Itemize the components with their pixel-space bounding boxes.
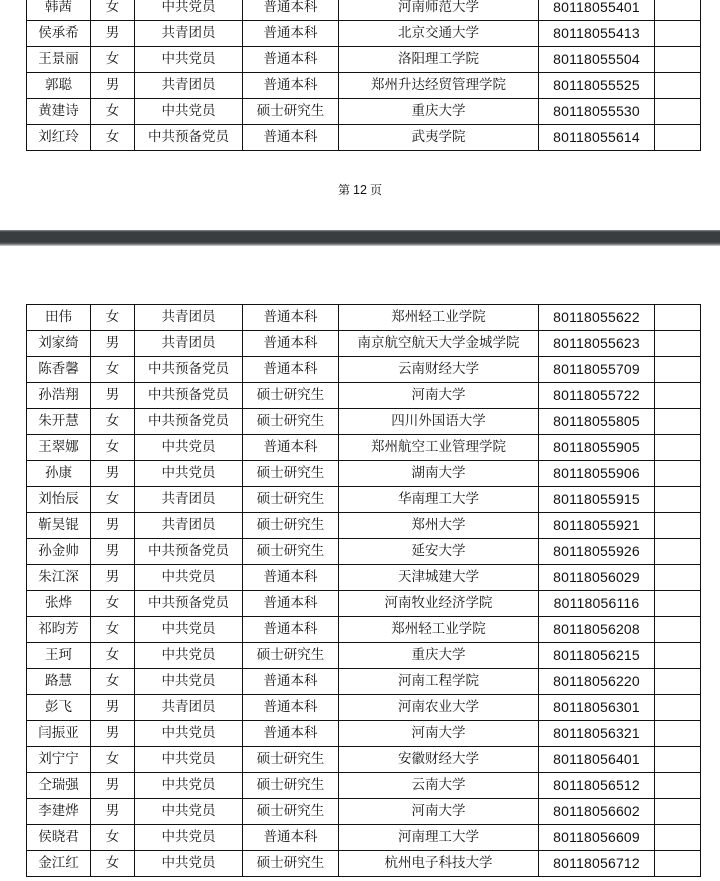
cell-note <box>655 825 701 851</box>
cell-note <box>655 643 701 669</box>
cell-school: 南京航空航天大学金城学院 <box>339 331 539 357</box>
cell-school: 洛阳理工学院 <box>339 47 539 73</box>
cell-political-status: 中共党员 <box>135 565 243 591</box>
cell-education: 硕士研究生 <box>243 747 339 773</box>
cell-note <box>655 21 701 47</box>
cell-gender: 女 <box>91 409 135 435</box>
cell-note <box>655 73 701 99</box>
cell-school: 延安大学 <box>339 539 539 565</box>
table-row <box>27 747 701 773</box>
cell-school: 重庆大学 <box>339 99 539 125</box>
cell-name: 朱开慧 <box>27 409 91 435</box>
roster-table-page-13 <box>26 304 701 877</box>
cell-exam-id: 80118056301 <box>539 695 655 721</box>
cell-political-status: 中共党员 <box>135 643 243 669</box>
cell-political-status: 中共党员 <box>135 617 243 643</box>
table-row <box>27 99 701 125</box>
table-row <box>27 305 701 331</box>
cell-education: 普通本科 <box>243 0 339 21</box>
cell-exam-id: 80118055614 <box>539 125 655 151</box>
cell-note <box>655 0 701 21</box>
cell-name: 孙康 <box>27 461 91 487</box>
cell-gender: 女 <box>91 487 135 513</box>
cell-name: 路慧 <box>27 669 91 695</box>
cell-school: 河南工程学院 <box>339 669 539 695</box>
table-row <box>27 773 701 799</box>
cell-political-status: 中共党员 <box>135 721 243 747</box>
cell-note <box>655 125 701 151</box>
cell-education: 普通本科 <box>243 47 339 73</box>
cell-exam-id: 80118055915 <box>539 487 655 513</box>
cell-education: 普通本科 <box>243 695 339 721</box>
cell-gender: 女 <box>91 47 135 73</box>
cell-name: 朱江深 <box>27 565 91 591</box>
cell-name: 刘红玲 <box>27 125 91 151</box>
cell-education: 硕士研究生 <box>243 773 339 799</box>
cell-school: 华南理工大学 <box>339 487 539 513</box>
cell-exam-id: 80118055921 <box>539 513 655 539</box>
cell-note <box>655 669 701 695</box>
cell-gender: 男 <box>91 73 135 99</box>
cell-name: 金江红 <box>27 851 91 877</box>
table-row <box>27 721 701 747</box>
cell-name: 田伟 <box>27 305 91 331</box>
cell-exam-id: 80118055722 <box>539 383 655 409</box>
cell-exam-id: 80118055623 <box>539 331 655 357</box>
cell-education: 普通本科 <box>243 357 339 383</box>
roster-table-body <box>27 0 701 151</box>
cell-gender: 女 <box>91 643 135 669</box>
cell-note <box>655 331 701 357</box>
cell-school: 云南财经大学 <box>339 357 539 383</box>
cell-gender: 女 <box>91 99 135 125</box>
cell-gender: 男 <box>91 383 135 409</box>
cell-education: 硕士研究生 <box>243 99 339 125</box>
cell-education: 硕士研究生 <box>243 851 339 877</box>
table-row <box>27 487 701 513</box>
cell-gender: 女 <box>91 825 135 851</box>
cell-name: 仝瑞强 <box>27 773 91 799</box>
table-row <box>27 435 701 461</box>
cell-political-status: 中共党员 <box>135 773 243 799</box>
cell-note <box>655 799 701 825</box>
cell-gender: 男 <box>91 799 135 825</box>
table-row <box>27 513 701 539</box>
cell-gender: 男 <box>91 461 135 487</box>
cell-school: 云南大学 <box>339 773 539 799</box>
cell-gender: 女 <box>91 305 135 331</box>
cell-note <box>655 383 701 409</box>
table-row <box>27 409 701 435</box>
cell-name: 祁昀芳 <box>27 617 91 643</box>
cell-exam-id: 80118055906 <box>539 461 655 487</box>
page-number-footer <box>0 181 720 198</box>
cell-exam-id: 80118055525 <box>539 73 655 99</box>
table-row <box>27 695 701 721</box>
table-row <box>27 851 701 877</box>
cell-note <box>655 695 701 721</box>
cell-note <box>655 721 701 747</box>
cell-name: 王翠娜 <box>27 435 91 461</box>
cell-exam-id: 80118055905 <box>539 435 655 461</box>
cell-gender: 男 <box>91 695 135 721</box>
cell-school: 河南牧业经济学院 <box>339 591 539 617</box>
cell-exam-id: 80118055504 <box>539 47 655 73</box>
cell-gender: 女 <box>91 0 135 21</box>
cell-education: 硕士研究生 <box>243 513 339 539</box>
cell-political-status: 中共党员 <box>135 435 243 461</box>
cell-political-status: 共青团员 <box>135 331 243 357</box>
cell-exam-id: 80118055530 <box>539 99 655 125</box>
cell-gender: 女 <box>91 747 135 773</box>
cell-note <box>655 513 701 539</box>
cell-exam-id: 80118056602 <box>539 799 655 825</box>
cell-education: 硕士研究生 <box>243 487 339 513</box>
cell-gender: 女 <box>91 617 135 643</box>
cell-political-status: 中共党员 <box>135 799 243 825</box>
cell-political-status: 中共预备党员 <box>135 125 243 151</box>
cell-school: 河南师范大学 <box>339 0 539 21</box>
cell-name: 靳昊锟 <box>27 513 91 539</box>
cell-note <box>655 99 701 125</box>
cell-name: 侯晓君 <box>27 825 91 851</box>
cell-school: 郑州轻工业学院 <box>339 305 539 331</box>
cell-name: 陈香馨 <box>27 357 91 383</box>
table-row <box>27 565 701 591</box>
cell-note <box>655 773 701 799</box>
cell-exam-id: 80118055926 <box>539 539 655 565</box>
cell-school: 郑州大学 <box>339 513 539 539</box>
cell-education: 硕士研究生 <box>243 799 339 825</box>
table-row <box>27 383 701 409</box>
cell-exam-id: 80118056116 <box>539 591 655 617</box>
table-row <box>27 669 701 695</box>
cell-political-status: 中共预备党员 <box>135 409 243 435</box>
cell-name: 刘宁宁 <box>27 747 91 773</box>
cell-school: 河南农业大学 <box>339 695 539 721</box>
cell-political-status: 共青团员 <box>135 305 243 331</box>
table-row <box>27 591 701 617</box>
cell-gender: 女 <box>91 851 135 877</box>
cell-political-status: 中共党员 <box>135 461 243 487</box>
cell-education: 硕士研究生 <box>243 539 339 565</box>
document-page-13 <box>0 246 720 881</box>
table-row <box>27 125 701 151</box>
cell-name: 孙金帅 <box>27 539 91 565</box>
cell-exam-id: 80118056029 <box>539 565 655 591</box>
cell-political-status: 中共党员 <box>135 747 243 773</box>
cell-political-status: 共青团员 <box>135 513 243 539</box>
cell-education: 普通本科 <box>243 617 339 643</box>
cell-education: 普通本科 <box>243 669 339 695</box>
cell-education: 普通本科 <box>243 21 339 47</box>
cell-education: 普通本科 <box>243 331 339 357</box>
roster-table-page-12 <box>26 0 701 151</box>
cell-education: 硕士研究生 <box>243 643 339 669</box>
cell-exam-id: 80118055401 <box>539 0 655 21</box>
table-row <box>27 331 701 357</box>
cell-name: 黄建诗 <box>27 99 91 125</box>
cell-political-status: 共青团员 <box>135 487 243 513</box>
cell-political-status: 共青团员 <box>135 73 243 99</box>
cell-note <box>655 851 701 877</box>
cell-gender: 男 <box>91 773 135 799</box>
cell-gender: 女 <box>91 591 135 617</box>
cell-political-status: 中共党员 <box>135 669 243 695</box>
cell-name: 侯承希 <box>27 21 91 47</box>
cell-note <box>655 461 701 487</box>
cell-political-status: 中共预备党员 <box>135 539 243 565</box>
cell-school: 杭州电子科技大学 <box>339 851 539 877</box>
cell-gender: 男 <box>91 721 135 747</box>
cell-education: 普通本科 <box>243 721 339 747</box>
cell-name: 郭聪 <box>27 73 91 99</box>
page-separator <box>0 230 720 246</box>
cell-political-status: 共青团员 <box>135 21 243 47</box>
cell-school: 重庆大学 <box>339 643 539 669</box>
cell-exam-id: 80118055413 <box>539 21 655 47</box>
cell-name: 孙浩翔 <box>27 383 91 409</box>
cell-exam-id: 80118056220 <box>539 669 655 695</box>
cell-political-status: 共青团员 <box>135 695 243 721</box>
cell-note <box>655 591 701 617</box>
cell-school: 郑州升达经贸管理学院 <box>339 73 539 99</box>
cell-note <box>655 47 701 73</box>
cell-gender: 男 <box>91 513 135 539</box>
document-page-12 <box>0 0 720 230</box>
cell-school: 安徽财经大学 <box>339 747 539 773</box>
cell-exam-id: 80118055805 <box>539 409 655 435</box>
cell-gender: 男 <box>91 539 135 565</box>
cell-education: 普通本科 <box>243 305 339 331</box>
cell-political-status: 中共预备党员 <box>135 383 243 409</box>
cell-school: 郑州轻工业学院 <box>339 617 539 643</box>
page-number: 12 <box>353 183 367 197</box>
cell-gender: 男 <box>91 21 135 47</box>
table-row <box>27 539 701 565</box>
cell-education: 普通本科 <box>243 825 339 851</box>
cell-name: 李建烨 <box>27 799 91 825</box>
cell-school: 北京交通大学 <box>339 21 539 47</box>
cell-political-status: 中共党员 <box>135 99 243 125</box>
cell-note <box>655 565 701 591</box>
cell-school: 湖南大学 <box>339 461 539 487</box>
cell-political-status: 中共预备党员 <box>135 357 243 383</box>
cell-school: 河南大学 <box>339 799 539 825</box>
cell-note <box>655 409 701 435</box>
cell-gender: 女 <box>91 435 135 461</box>
cell-name: 韩茜 <box>27 0 91 21</box>
cell-school: 天津城建大学 <box>339 565 539 591</box>
cell-education: 普通本科 <box>243 565 339 591</box>
cell-exam-id: 80118056712 <box>539 851 655 877</box>
cell-exam-id: 80118056609 <box>539 825 655 851</box>
page-number-prefix: 第 <box>338 183 351 197</box>
cell-note <box>655 487 701 513</box>
table-row <box>27 617 701 643</box>
cell-school: 河南理工大学 <box>339 825 539 851</box>
table-row <box>27 799 701 825</box>
cell-gender: 女 <box>91 125 135 151</box>
cell-gender: 男 <box>91 331 135 357</box>
cell-note <box>655 539 701 565</box>
cell-political-status: 中共预备党员 <box>135 591 243 617</box>
cell-note <box>655 305 701 331</box>
cell-school: 河南大学 <box>339 383 539 409</box>
roster-table-body <box>27 305 701 877</box>
cell-exam-id: 80118056215 <box>539 643 655 669</box>
cell-exam-id: 80118056401 <box>539 747 655 773</box>
cell-name: 张烨 <box>27 591 91 617</box>
cell-name: 王景丽 <box>27 47 91 73</box>
cell-political-status: 中共党员 <box>135 851 243 877</box>
cell-name: 王珂 <box>27 643 91 669</box>
page-number-suffix: 页 <box>369 183 382 197</box>
cell-political-status: 中共党员 <box>135 47 243 73</box>
cell-note <box>655 747 701 773</box>
cell-political-status: 中共党员 <box>135 0 243 21</box>
cell-school: 四川外国语大学 <box>339 409 539 435</box>
cell-school: 郑州航空工业管理学院 <box>339 435 539 461</box>
cell-education: 普通本科 <box>243 125 339 151</box>
table-row <box>27 643 701 669</box>
cell-gender: 女 <box>91 669 135 695</box>
cell-gender: 男 <box>91 565 135 591</box>
cell-education: 硕士研究生 <box>243 383 339 409</box>
cell-education: 普通本科 <box>243 73 339 99</box>
cell-education: 硕士研究生 <box>243 461 339 487</box>
table-row <box>27 21 701 47</box>
table-row <box>27 73 701 99</box>
cell-exam-id: 80118055622 <box>539 305 655 331</box>
table-row <box>27 461 701 487</box>
table-row <box>27 357 701 383</box>
cell-name: 刘家绮 <box>27 331 91 357</box>
cell-name: 彭飞 <box>27 695 91 721</box>
table-row <box>27 825 701 851</box>
table-row <box>27 0 701 21</box>
cell-education: 硕士研究生 <box>243 409 339 435</box>
cell-education: 普通本科 <box>243 591 339 617</box>
cell-school: 武夷学院 <box>339 125 539 151</box>
cell-exam-id: 80118055709 <box>539 357 655 383</box>
cell-exam-id: 80118056512 <box>539 773 655 799</box>
cell-name: 刘怡辰 <box>27 487 91 513</box>
cell-school: 河南大学 <box>339 721 539 747</box>
cell-exam-id: 80118056208 <box>539 617 655 643</box>
cell-political-status: 中共党员 <box>135 825 243 851</box>
cell-note <box>655 435 701 461</box>
cell-gender: 女 <box>91 357 135 383</box>
cell-exam-id: 80118056321 <box>539 721 655 747</box>
cell-note <box>655 617 701 643</box>
cell-note <box>655 357 701 383</box>
cell-name: 闫振亚 <box>27 721 91 747</box>
cell-education: 普通本科 <box>243 435 339 461</box>
table-row <box>27 47 701 73</box>
